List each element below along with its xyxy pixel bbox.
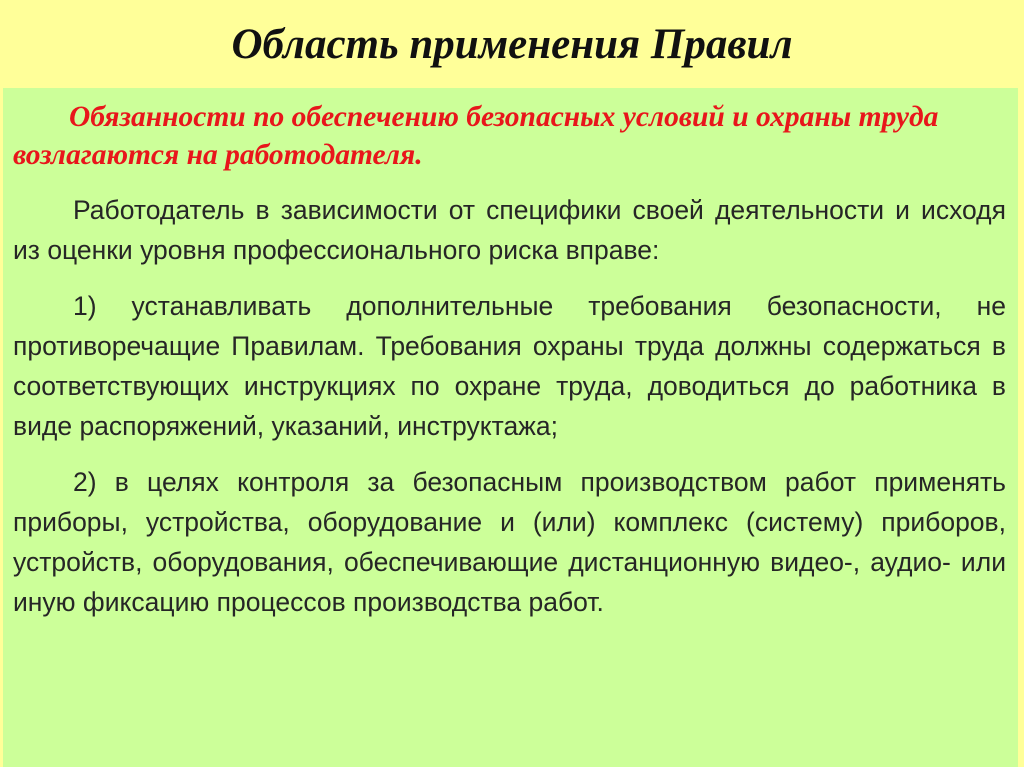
- paragraph-item-2: 2) в целях контроля за безопасным производством работ применять приборы, устройства, оборудование и (или) комплекс (систему) приборов, устройств, оборудования, обеспечивающие дистанционную видео-, аудио- или иную фиксацию процессов производства работ.: [13, 467, 1006, 617]
- paragraph-item-1: 1) устанавливать дополнительные требования безопасности, не противоречащие Правилам. Требования охраны труда должны содержаться в соответствующих инструкциях по охране труда, доводиться до работника в виде распоряжений, указаний, инструктажа;: [13, 291, 1006, 441]
- paragraph-employer-rights: Работодатель в зависимости от специфики своей деятельности и исходя из оценки уровня профессионального риска вправе:: [13, 195, 1006, 265]
- content-panel: [3, 88, 1018, 767]
- slide-title: Область применения Правил: [231, 21, 793, 68]
- lead-statement: Обязанности по обеспечению безопасных условий и охраны труда возлагаются на работодателя.: [13, 101, 939, 171]
